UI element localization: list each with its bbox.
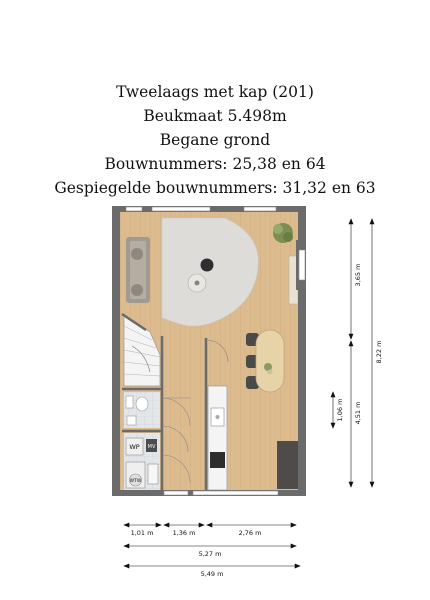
dim-width-1: 1,01 m [130,529,154,537]
beukmaat-line: Beukmaat 5.498m [143,107,287,125]
plant-icon [273,223,293,243]
floor-name: Begane grond [159,131,271,149]
dim-living-depth: 3,65 m [354,263,362,287]
dim-inner-width: 5,27 m [198,550,222,558]
dim-beukmaat: 5,49 m [200,570,224,578]
front-door [164,491,188,495]
cabinet [277,441,299,489]
bouwnummers-line: Bouwnummers: 25,38 en 64 [104,155,326,173]
wtw-label: WTW [129,479,142,484]
mv-label: MV [147,444,156,450]
dim-kitchen-depth: 4,51 m [354,401,362,425]
dim-total-depth: 8,22 m [375,340,383,364]
faucet [216,415,220,419]
heat-pump-label: WP [129,443,140,451]
dim-window-height: 1,06 m [336,398,344,422]
cooktop [210,452,225,468]
sofa-pillow [131,284,143,296]
table-decoration [195,281,200,286]
dim-width-3: 2,76 m [238,529,262,537]
washbasin [127,416,136,425]
dim-width-2: 1,36 m [172,529,196,537]
kitchen-counter [208,386,227,490]
mirrored-bouwnummers-line: Gespiegelde bouwnummers: 31,32 en 63 [54,179,376,197]
boiler [148,464,158,484]
plan-title: Tweelaags met kap (201) [116,83,314,101]
vertical-dimensions [331,219,374,487]
dining-set [246,330,284,392]
sofa-pillow [131,248,143,260]
side-table [201,259,214,272]
